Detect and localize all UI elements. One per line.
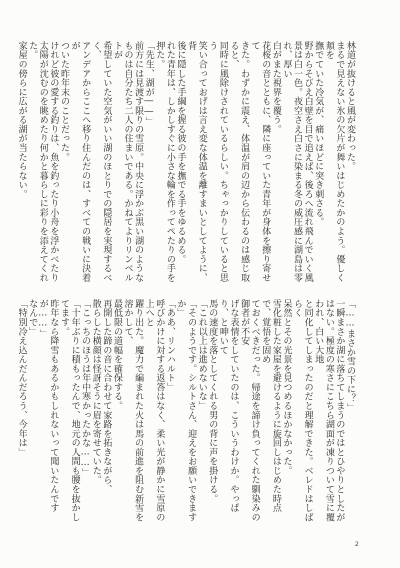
text-line: 白がまた視界を覆う。 — [270, 41, 281, 134]
lower-text-block — [16, 299, 355, 525]
upper-text-block — [16, 41, 355, 289]
text-line: げな表情をしていたのは、こういうわけか。やっぱり、と呻いて — [217, 299, 239, 513]
text-line: 「特別冷え込んだんだろう、今年は」 — [16, 299, 27, 457]
text-line: 林道が抜けると風が変わった。 — [345, 41, 355, 171]
text-line: 同時に風除けされているらしい。ちゃっかりしていると思う — [207, 41, 228, 283]
text-line: きた。わずかに震え、体温が肩の辺から伝わるのは感じ取ると、 — [228, 41, 250, 283]
text-line: ておくべきだった。帰途を諦け負ってくれた馴染みの御者が不安 — [239, 299, 260, 522]
text-line: れた青年は、しかしすぐに小さな輪を作ってぺたりの手を — [164, 41, 175, 283]
text-line: 後に隠した手綱を握る彼の手を撫でる手をゆるめる。 — [175, 41, 186, 264]
text-line: 撫でていた冷気が、痛いほどに突き刺さる。 — [313, 41, 324, 227]
text-line: 景は白一色。夜空さえ白さに染まる冬の威圧感に湖島は零れ、厚い — [281, 41, 303, 283]
text-line: まるで見えない氷の欠片が舞いはじめたかのよう。優しく頬を — [323, 41, 345, 283]
text-line: 散らした横顔は怪訝そうに眉を寄せていた。 — [90, 299, 101, 485]
text-line: 太陽が沈むのを眺めたり何かと暮らしに彩りを添えてくれた。 — [27, 41, 48, 283]
text-line: 昨年なら降雪もあるかもしれないって聞いたんですが……」 — [37, 299, 59, 513]
text-line: 野からそびえ白壁を目で追えば、後ろへ流れ飛んでいく風 — [302, 41, 313, 283]
text-line: はない。極度の寒さにこちら湖面が凍りついて雪に覆われ、白い大地 — [313, 299, 334, 522]
text-line: 躍り出た。魔力で編まれた火は馬の前進を阻む新雪を溶かして、 — [122, 299, 144, 522]
text-line: ものは自分たち二人の住まいである。かねてよりリンベルトが — [111, 41, 133, 283]
text-line: アンデアからここへ移り住んだのは、すべての戦いに決着が — [69, 41, 91, 283]
text-line: 笑い合っておげは言え変な体温を離すまいとしてように、背 — [186, 41, 207, 283]
page-number: 2 — [355, 541, 359, 548]
text-line: 「……まさか雪の下に？」 — [345, 299, 355, 413]
text-line: 「こっちのほうは年中寒かったかな……」 — [80, 299, 91, 478]
text-line: 一瞬まさか湖に落ちてしまうのではとひやりとしたが — [334, 299, 345, 522]
text-line: なんで」 — [27, 299, 38, 337]
text-line: 希望していた空気がいい湖のほとりでの隠居を実現するべく、 — [90, 41, 112, 283]
text-line: 「ああ、リンハルト」 — [164, 299, 175, 392]
text-line: ついた昨年末のことだった。 — [58, 41, 69, 162]
text-line: 花桜の音とともに、隣に座っていた青年が身体を擦り寄せて — [249, 41, 271, 283]
text-line: 雪化粧した家屋を避けるように旋回しはじめた時点で、覚悟を固め — [260, 299, 281, 513]
text-line: 呼びかけに対する返答はなく、柔い光が静かに雪原の上へと — [143, 299, 165, 522]
text-line: 最低限の道幅を確保する。 — [111, 299, 122, 411]
text-line: 前方には見渡す限りの雪原。中央に浮かぶ黒い湖のような — [133, 41, 144, 283]
text-line: 「これ以上は進めないな」 — [196, 299, 207, 411]
text-line: 押た。 — [154, 41, 165, 69]
text-line: 「先生、湖が――」 — [143, 41, 154, 127]
text-line: 馬の速度を落としてくれる男の背に声を掛ける。 — [207, 299, 218, 504]
text-line: けれど彼の愛する釣りは、魚を釣ったり小舟を浮かべたり — [48, 41, 59, 283]
text-line: 「そのようです。シルトさん、迎えをお願いできますか」 — [175, 299, 197, 522]
text-line: 呆然とその光景を見つめるほかなかった。 — [281, 299, 292, 476]
text-line: 再開した蹄の音に合わせて家路を拓きながら、 — [101, 299, 112, 494]
text-line: 「十年ぶりに積もったんで、地元の人間も腰を抜かしてます。 — [58, 299, 80, 522]
text-line: 家屋の傍らに広がる湖が当たらない。 — [16, 41, 27, 199]
text-line: と同化してしまったのだと理解できた。ベレドはしばらく — [292, 299, 313, 522]
